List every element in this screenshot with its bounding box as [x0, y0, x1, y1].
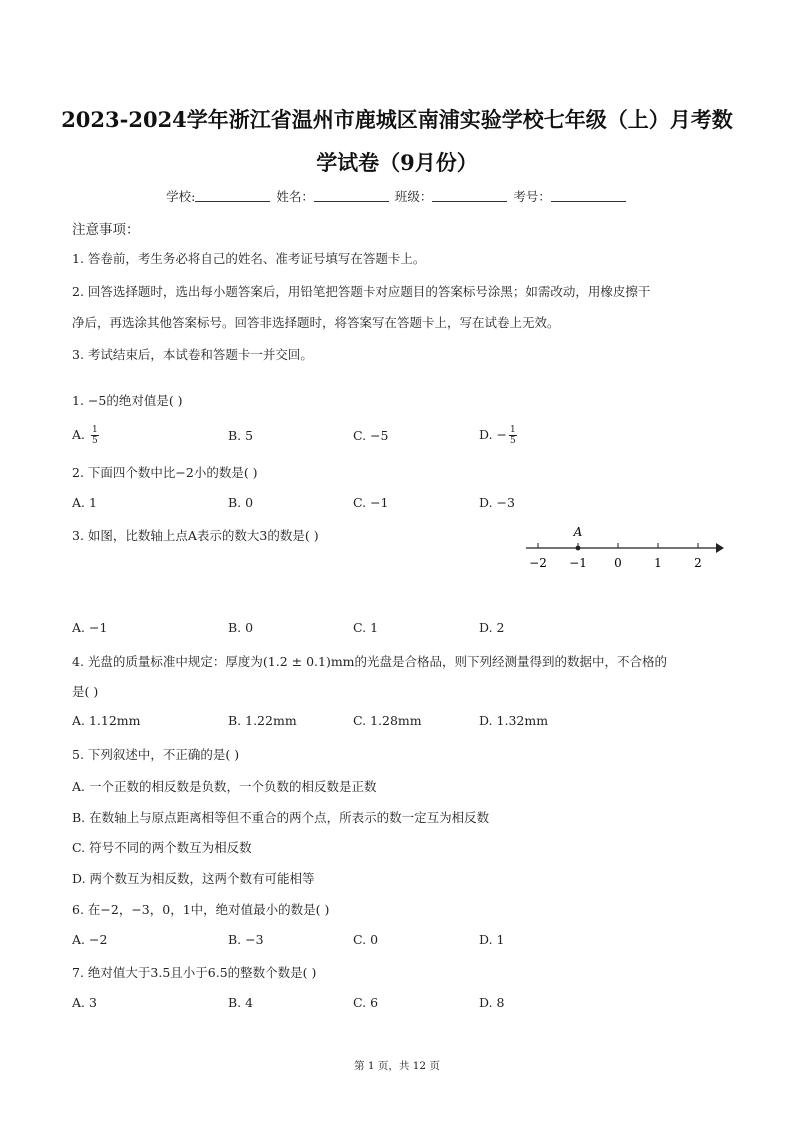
student-info-fields — [0, 187, 794, 205]
question-2-stem: 2. 下面四个数中比−2小的数是( ) — [72, 465, 258, 480]
question-3-option-c: C. 1 — [353, 620, 379, 635]
school-label: 学校: — [166, 189, 196, 204]
exam-number-label: 考号： — [513, 189, 551, 204]
number-line-tick-label: 1 — [654, 556, 662, 570]
question-5-option-a: A. 一个正数的相反数是负数，一个负数的相反数是正数 — [72, 779, 377, 794]
question-4-option-d: D. 1.32mm — [479, 713, 549, 728]
number-line-arrow — [716, 543, 724, 553]
question-4-option-a: A. 1.12mm — [72, 713, 141, 728]
exam-number-blank[interactable] — [551, 189, 626, 202]
name-label: 姓名： — [276, 189, 314, 204]
question-4-option-c: C. 1.28mm — [353, 713, 422, 728]
question-6-option-d: D. 1 — [479, 932, 505, 947]
question-2-option-b: B. 0 — [228, 495, 254, 510]
number-line-tick-label: 2 — [694, 556, 702, 570]
notice-heading: 注意事项： — [72, 222, 140, 238]
question-6-stem: 6. 在−2，−3，0，1中，绝对值最小的数是( ) — [72, 902, 330, 917]
question-1-option-c: C. −5 — [353, 428, 389, 443]
question-5-stem: 5. 下列叙述中，不正确的是( ) — [72, 747, 240, 762]
question-5-option-c: C. 符号不同的两个数互为相反数 — [72, 840, 252, 855]
fraction: $\frac{1}{5}$ — [91, 425, 98, 446]
question-7-option-c: C. 6 — [353, 995, 379, 1010]
question-1-stem: 1. −5的绝对值是( ) — [72, 393, 183, 408]
question-4-option-b: B. 1.22mm — [228, 713, 297, 728]
number-line-tick-label: −2 — [529, 556, 547, 570]
name-blank[interactable] — [314, 189, 389, 202]
question-3-option-b: B. 0 — [228, 620, 254, 635]
question-6-option-b: B. −3 — [228, 932, 264, 947]
question-4-stem-cont: 是( ) — [72, 684, 99, 699]
question-1-option-d: D. − $\frac{1}{5}$ — [479, 425, 516, 446]
question-5-option-b: B. 在数轴上与原点距离相等但不重合的两个点，所表示的数一定互为相反数 — [72, 810, 490, 825]
notice-item-2: 2. 回答选择题时，选出每小题答案后，用铅笔把答题卡对应题目的答案标号涂黑；如需改动，用橡皮擦干 — [72, 284, 651, 299]
question-6-option-c: C. 0 — [353, 932, 379, 947]
class-blank[interactable] — [432, 189, 507, 202]
question-7-option-a: A. 3 — [72, 995, 97, 1010]
question-2-option-c: C. −1 — [353, 495, 389, 510]
question-7-option-b: B. 4 — [228, 995, 254, 1010]
question-7-option-d: D. 8 — [479, 995, 505, 1010]
question-2-option-a: A. 1 — [72, 495, 97, 510]
number-line-tick-label: 0 — [614, 556, 622, 570]
question-1-option-b: B. 5 — [228, 428, 254, 443]
page-title-line2: 学试卷（9月份） — [316, 150, 478, 175]
page-footer: 第 1 页，共 12 页 — [354, 1060, 440, 1072]
question-3-option-d: D. 2 — [479, 620, 505, 635]
class-label: 班级： — [394, 189, 433, 204]
question-5-option-d: D. 两个数互为相反数，这两个数有可能相等 — [72, 871, 315, 886]
question-2-option-d: D. −3 — [479, 495, 515, 510]
notice-item-2-cont: 净后，再选涂其他答案标号。回答非选择题时，将答案写在答题卡上，写在试卷上无效。 — [72, 315, 560, 330]
notice-item-1: 1. 答卷前，考生务必将自己的姓名、准考证号填写在答题卡上。 — [72, 251, 426, 266]
number-line-tick-label: −1 — [569, 556, 587, 570]
question-4-stem: 4. 光盘的质量标准中规定：厚度为(1.2 ± 0.1)mm的光盘是合格品，则下列经测量得到的数据中，不合格的 — [72, 654, 668, 669]
question-1-option-a: A. $\frac{1}{5}$ — [72, 425, 98, 446]
question-7-stem: 7. 绝对值大于3.5且小于6.5的整数个数是( ) — [72, 965, 317, 980]
question-6-option-a: A. −2 — [72, 932, 108, 947]
notice-item-3: 3. 考试结束后，本试卷和答题卡一并交回。 — [72, 347, 313, 362]
question-3-stem: 3. 如图，比数轴上点A表示的数大3的数是( ) — [72, 528, 319, 543]
question-3-option-a: A. −1 — [72, 620, 108, 635]
school-blank[interactable] — [195, 189, 270, 202]
point-a-marker — [576, 546, 581, 551]
fraction: $\frac{1}{5}$ — [510, 425, 516, 446]
page-title-line1: 2023-2024学年浙江省温州市鹿城区南浦实验学校七年级（上）月考数 — [61, 107, 733, 132]
point-a-label: A — [573, 525, 583, 539]
number-line-figure — [518, 522, 728, 574]
